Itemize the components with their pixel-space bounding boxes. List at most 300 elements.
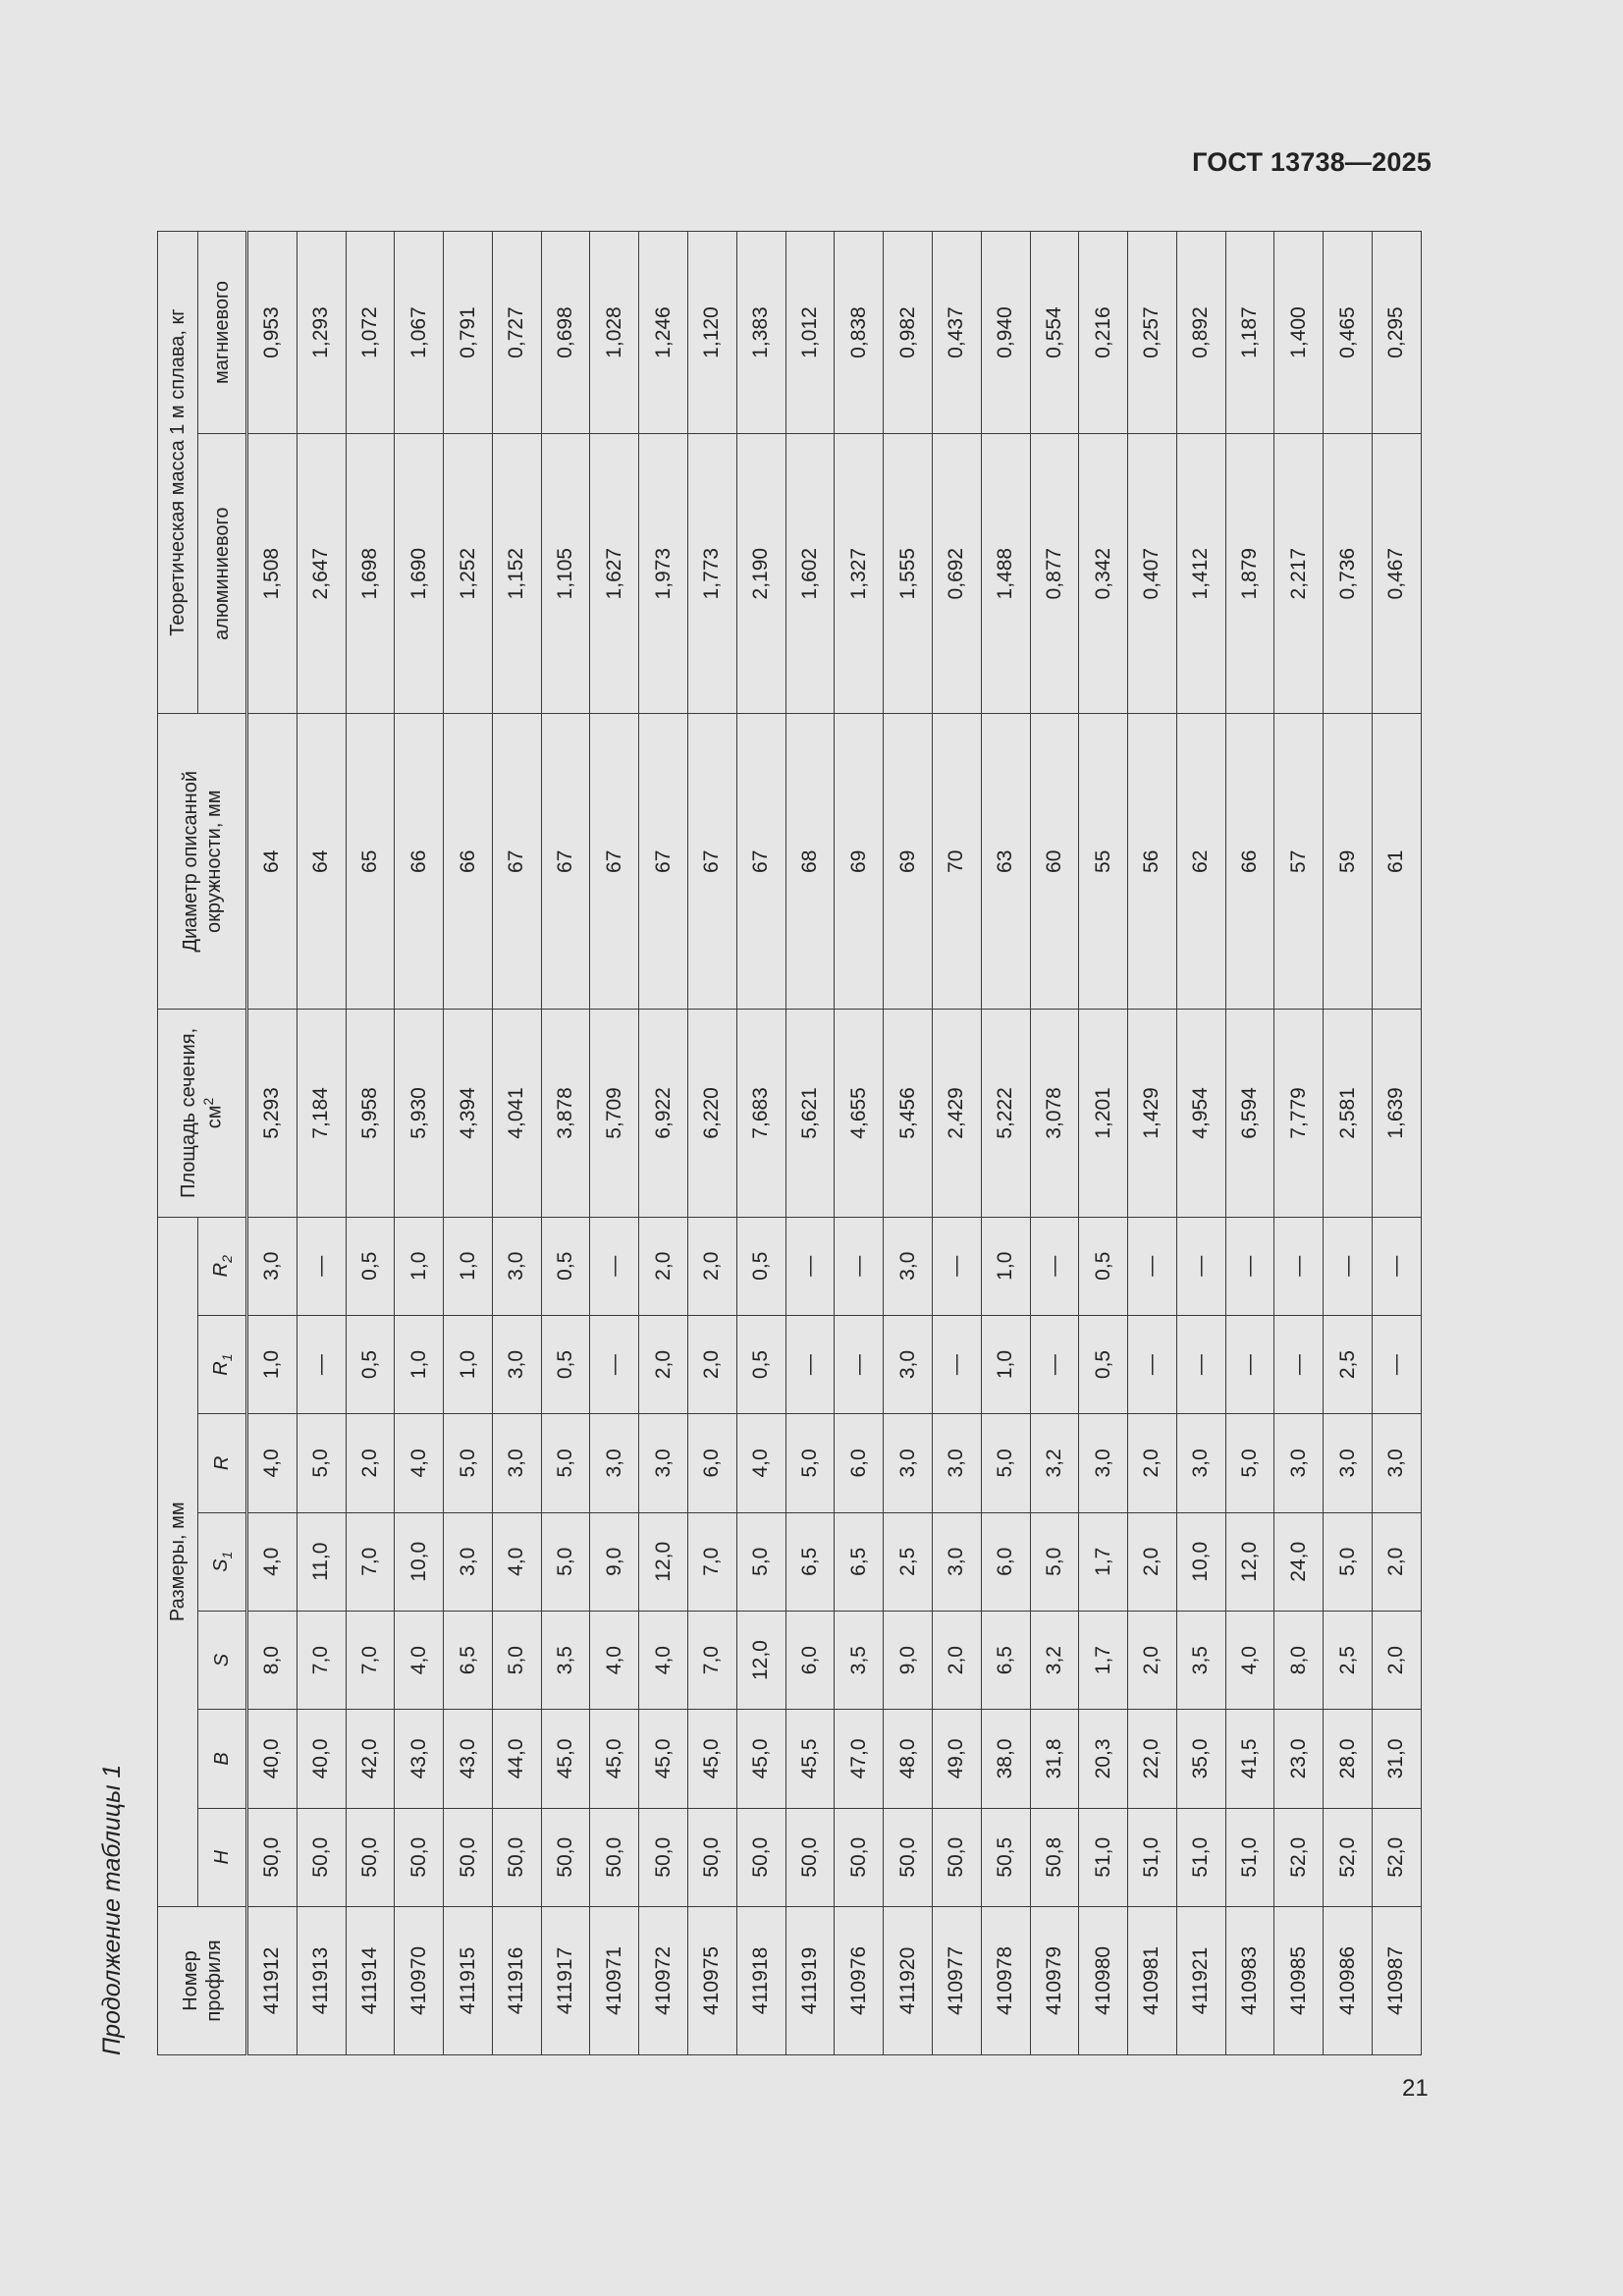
- cell-section-area: 2,581: [1324, 1010, 1373, 1217]
- cell-profile-number: 411919: [785, 1906, 835, 2054]
- cell-R1: 3,0: [492, 1315, 541, 1413]
- cell-R: 5,0: [1225, 1414, 1274, 1512]
- cell-H: 51,0: [1128, 1808, 1177, 1906]
- cell-H: 50,0: [785, 1808, 835, 1906]
- cell-R1: —: [835, 1315, 884, 1413]
- cell-section-area: 1,201: [1079, 1010, 1128, 1217]
- cell-R: 2,0: [346, 1414, 395, 1512]
- cell-mass-magnesium: 1,072: [346, 232, 395, 434]
- cell-B: 45,0: [590, 1710, 639, 1808]
- cell-mass-aluminium: 1,152: [492, 434, 541, 714]
- cell-B: 47,0: [835, 1710, 884, 1808]
- cell-S1: 3,0: [444, 1512, 493, 1611]
- cell-R2: 3,0: [492, 1217, 541, 1315]
- cell-H: 51,0: [1176, 1808, 1225, 1906]
- cell-R2: —: [1324, 1217, 1373, 1315]
- cell-S: 8,0: [247, 1611, 298, 1709]
- table-row: [884, 232, 933, 2055]
- cell-S: 4,0: [395, 1611, 444, 1709]
- cell-S1: 2,0: [1372, 1512, 1421, 1611]
- cell-R: 5,0: [785, 1414, 835, 1512]
- document-code: ГОСТ 13738—2025: [1192, 147, 1432, 177]
- cell-mass-aluminium: 1,879: [1225, 434, 1274, 714]
- cell-section-area: 4,394: [444, 1010, 493, 1217]
- cell-profile-number: 410972: [639, 1906, 688, 2054]
- cell-B: 41,5: [1225, 1710, 1274, 1808]
- cell-B: 43,0: [395, 1710, 444, 1808]
- header-S1-sub: 1: [218, 1551, 235, 1559]
- cell-S1: 10,0: [1176, 1512, 1225, 1611]
- cell-H: 52,0: [1372, 1808, 1421, 1906]
- header-B: B: [198, 1710, 247, 1808]
- cell-section-area: 5,709: [590, 1010, 639, 1217]
- cell-profile-number: 411921: [1176, 1906, 1225, 2054]
- cell-profile-number: 410971: [590, 1906, 639, 2054]
- cell-H: 52,0: [1324, 1808, 1373, 1906]
- cell-mass-aluminium: 1,252: [444, 434, 493, 714]
- cell-R2: 0,5: [346, 1217, 395, 1315]
- cell-B: 20,3: [1079, 1710, 1128, 1808]
- cell-S: 5,0: [492, 1611, 541, 1709]
- cell-R1: —: [1128, 1315, 1177, 1413]
- cell-R: 3,0: [932, 1414, 981, 1512]
- cell-R: 3,2: [1030, 1414, 1079, 1512]
- cell-mass-magnesium: 0,554: [1030, 232, 1079, 434]
- cell-profile-number: 410975: [688, 1906, 737, 2054]
- cell-mass-aluminium: 1,327: [835, 434, 884, 714]
- cell-section-area: 6,922: [639, 1010, 688, 1217]
- cell-profile-number: 410985: [1274, 1906, 1324, 2054]
- cell-mass-magnesium: 1,246: [639, 232, 688, 434]
- cell-H: 50,5: [981, 1808, 1030, 1906]
- table-row: [1176, 232, 1225, 2055]
- cell-R: 5,0: [981, 1414, 1030, 1512]
- cell-circumscribed-diameter: 57: [1274, 714, 1324, 1010]
- table-row: [835, 232, 884, 2055]
- table-row: [1079, 232, 1128, 2055]
- cell-S1: 4,0: [492, 1512, 541, 1611]
- table-caption: Продолжение таблицы 1: [98, 1764, 126, 2055]
- cell-B: 22,0: [1128, 1710, 1177, 1808]
- cell-R1: 1,0: [247, 1315, 298, 1413]
- cell-mass-magnesium: 0,437: [932, 232, 981, 434]
- cell-H: 51,0: [1079, 1808, 1128, 1906]
- cell-section-area: 6,220: [688, 1010, 737, 1217]
- table-row: [346, 232, 395, 2055]
- cell-B: 40,0: [247, 1710, 298, 1808]
- cell-H: 50,0: [247, 1808, 298, 1906]
- cell-mass-magnesium: 1,187: [1225, 232, 1274, 434]
- cell-mass-magnesium: 1,383: [736, 232, 785, 434]
- header-R1-sub: 1: [218, 1353, 235, 1362]
- cell-H: 50,8: [1030, 1808, 1079, 1906]
- cell-profile-number: 411912: [247, 1906, 298, 2054]
- cell-B: 31,0: [1372, 1710, 1421, 1808]
- cell-profile-number: 411920: [884, 1906, 933, 2054]
- cell-R: 3,0: [1079, 1414, 1128, 1512]
- cell-mass-aluminium: 1,105: [541, 434, 590, 714]
- cell-section-area: 1,429: [1128, 1010, 1177, 1217]
- header-section-area-text: Площадь сечения, см: [178, 1027, 226, 1199]
- cell-H: 50,0: [932, 1808, 981, 1906]
- cell-B: 45,0: [541, 1710, 590, 1808]
- cell-R2: 1,0: [444, 1217, 493, 1315]
- cell-R1: 2,0: [688, 1315, 737, 1413]
- cell-S1: 5,0: [1030, 1512, 1079, 1611]
- cell-R: 6,0: [835, 1414, 884, 1512]
- cell-circumscribed-diameter: 66: [444, 714, 493, 1010]
- header-H: H: [198, 1808, 247, 1906]
- cell-mass-aluminium: 0,407: [1128, 434, 1177, 714]
- cell-S1: 10,0: [395, 1512, 444, 1611]
- cell-section-area: 6,594: [1225, 1010, 1274, 1217]
- cell-S1: 11,0: [297, 1512, 346, 1611]
- cell-R: 3,0: [590, 1414, 639, 1512]
- cell-mass-aluminium: 1,412: [1176, 434, 1225, 714]
- cell-H: 50,0: [736, 1808, 785, 1906]
- cell-mass-magnesium: 1,012: [785, 232, 835, 434]
- cell-S: 4,0: [1225, 1611, 1274, 1709]
- cell-section-area: 5,621: [785, 1010, 835, 1217]
- table-container: [157, 231, 1422, 2055]
- cell-circumscribed-diameter: 67: [736, 714, 785, 1010]
- header-S1: [198, 1512, 247, 1611]
- table-row: [736, 232, 785, 2055]
- cell-mass-aluminium: 1,690: [395, 434, 444, 714]
- cell-S1: 12,0: [1225, 1512, 1274, 1611]
- cell-circumscribed-diameter: 66: [395, 714, 444, 1010]
- cell-mass-aluminium: 1,508: [247, 434, 298, 714]
- header-profile-number: Номер профиля: [158, 1906, 247, 2054]
- cell-section-area: 3,878: [541, 1010, 590, 1217]
- cell-circumscribed-diameter: 70: [932, 714, 981, 1010]
- cell-section-area: 7,184: [297, 1010, 346, 1217]
- cell-S: 4,0: [590, 1611, 639, 1709]
- cell-circumscribed-diameter: 67: [541, 714, 590, 1010]
- cell-section-area: 4,655: [835, 1010, 884, 1217]
- cell-mass-aluminium: 0,692: [932, 434, 981, 714]
- cell-profile-number: 411914: [346, 1906, 395, 2054]
- cell-S1: 3,0: [932, 1512, 981, 1611]
- cell-S1: 12,0: [639, 1512, 688, 1611]
- profiles-table: [157, 231, 1422, 2055]
- cell-circumscribed-diameter: 59: [1324, 714, 1373, 1010]
- cell-mass-magnesium: 1,120: [688, 232, 737, 434]
- cell-S: 3,2: [1030, 1611, 1079, 1709]
- cell-R: 3,0: [1274, 1414, 1324, 1512]
- cell-R2: 3,0: [884, 1217, 933, 1315]
- header-R2-sub: 2: [218, 1255, 235, 1263]
- cell-S: 2,5: [1324, 1611, 1373, 1709]
- table-row: [444, 232, 493, 2055]
- cell-profile-number: 411917: [541, 1906, 590, 2054]
- table-row: [981, 232, 1030, 2055]
- cell-mass-aluminium: 1,555: [884, 434, 933, 714]
- cell-profile-number: 411915: [444, 1906, 493, 2054]
- cell-R2: —: [1274, 1217, 1324, 1315]
- table-row: [395, 232, 444, 2055]
- cell-R2: 0,5: [541, 1217, 590, 1315]
- cell-profile-number: 410983: [1225, 1906, 1274, 2054]
- cell-circumscribed-diameter: 56: [1128, 714, 1177, 1010]
- cell-R: 3,0: [1176, 1414, 1225, 1512]
- cell-circumscribed-diameter: 69: [884, 714, 933, 1010]
- cell-section-area: 5,456: [884, 1010, 933, 1217]
- cell-circumscribed-diameter: 60: [1030, 714, 1079, 1010]
- cell-profile-number: 410970: [395, 1906, 444, 2054]
- table-row: [1128, 232, 1177, 2055]
- table-row: [1030, 232, 1079, 2055]
- cell-mass-magnesium: 0,982: [884, 232, 933, 434]
- cell-B: 28,0: [1324, 1710, 1373, 1808]
- cell-H: 50,0: [590, 1808, 639, 1906]
- header-R1-letter: R: [209, 1361, 232, 1376]
- cell-mass-magnesium: 1,293: [297, 232, 346, 434]
- cell-R2: 0,5: [736, 1217, 785, 1315]
- cell-R: 5,0: [297, 1414, 346, 1512]
- header-circumscribed-diameter: Диаметр описанной окружности, мм: [158, 714, 247, 1010]
- cell-S1: 24,0: [1274, 1512, 1324, 1611]
- cell-mass-magnesium: 1,067: [395, 232, 444, 434]
- table-row: [590, 232, 639, 2055]
- cell-H: 50,0: [639, 1808, 688, 1906]
- cell-H: 50,0: [444, 1808, 493, 1906]
- cell-profile-number: 410987: [1372, 1906, 1421, 2054]
- header-S1-letter: S: [209, 1558, 232, 1572]
- cell-R2: —: [1225, 1217, 1274, 1315]
- header-R1: [198, 1315, 247, 1413]
- cell-S: 1,7: [1079, 1611, 1128, 1709]
- header-dimensions: Размеры, мм: [158, 1217, 198, 1906]
- cell-circumscribed-diameter: 69: [835, 714, 884, 1010]
- cell-section-area: 5,293: [247, 1010, 298, 1217]
- cell-profile-number: 410981: [1128, 1906, 1177, 2054]
- cell-B: 45,5: [785, 1710, 835, 1808]
- cell-R2: —: [1372, 1217, 1421, 1315]
- cell-B: 43,0: [444, 1710, 493, 1808]
- cell-S1: 2,5: [884, 1512, 933, 1611]
- cell-mass-magnesium: 0,216: [1079, 232, 1128, 434]
- cell-R2: 2,0: [688, 1217, 737, 1315]
- cell-profile-number: 411918: [736, 1906, 785, 2054]
- cell-profile-number: 410979: [1030, 1906, 1079, 2054]
- cell-R1: 0,5: [346, 1315, 395, 1413]
- cell-R1: —: [297, 1315, 346, 1413]
- cell-R1: —: [590, 1315, 639, 1413]
- cell-S1: 5,0: [1324, 1512, 1373, 1611]
- cell-R: 6,0: [688, 1414, 737, 1512]
- cell-R2: —: [297, 1217, 346, 1315]
- cell-S: 6,0: [785, 1611, 835, 1709]
- cell-S: 3,5: [1176, 1611, 1225, 1709]
- table-body: [247, 232, 1422, 2055]
- cell-B: 49,0: [932, 1710, 981, 1808]
- cell-circumscribed-diameter: 68: [785, 714, 835, 1010]
- cell-S1: 6,5: [785, 1512, 835, 1611]
- cell-R: 3,0: [639, 1414, 688, 1512]
- cell-section-area: 3,078: [1030, 1010, 1079, 1217]
- cell-B: 45,0: [688, 1710, 737, 1808]
- header-section-area: [158, 1010, 247, 1217]
- cell-circumscribed-diameter: 65: [346, 714, 395, 1010]
- cell-R2: —: [785, 1217, 835, 1315]
- table-row: [247, 232, 298, 2055]
- cell-circumscribed-diameter: 63: [981, 714, 1030, 1010]
- cell-circumscribed-diameter: 64: [297, 714, 346, 1010]
- cell-R1: —: [1225, 1315, 1274, 1413]
- cell-mass-aluminium: 1,488: [981, 434, 1030, 714]
- cell-S1: 1,7: [1079, 1512, 1128, 1611]
- cell-R: 5,0: [541, 1414, 590, 1512]
- cell-circumscribed-diameter: 67: [492, 714, 541, 1010]
- cell-H: 50,0: [835, 1808, 884, 1906]
- cell-section-area: 5,222: [981, 1010, 1030, 1217]
- cell-B: 45,0: [639, 1710, 688, 1808]
- cell-S1: 5,0: [736, 1512, 785, 1611]
- cell-S1: 5,0: [541, 1512, 590, 1611]
- cell-R1: 2,5: [1324, 1315, 1373, 1413]
- cell-S1: 4,0: [247, 1512, 298, 1611]
- cell-R2: 2,0: [639, 1217, 688, 1315]
- cell-H: 50,0: [492, 1808, 541, 1906]
- cell-R1: 0,5: [541, 1315, 590, 1413]
- cell-B: 38,0: [981, 1710, 1030, 1808]
- cell-R: 4,0: [736, 1414, 785, 1512]
- cell-S1: 7,0: [346, 1512, 395, 1611]
- table-row: [1225, 232, 1274, 2055]
- cell-B: 48,0: [884, 1710, 933, 1808]
- cell-S: 7,0: [346, 1611, 395, 1709]
- header-R2: [198, 1217, 247, 1315]
- cell-S: 2,0: [1128, 1611, 1177, 1709]
- cell-mass-aluminium: 2,217: [1274, 434, 1324, 714]
- cell-profile-number: 410986: [1324, 1906, 1373, 2054]
- cell-circumscribed-diameter: 64: [247, 714, 298, 1010]
- cell-H: 52,0: [1274, 1808, 1324, 1906]
- cell-R1: 1,0: [981, 1315, 1030, 1413]
- cell-R: 3,0: [492, 1414, 541, 1512]
- cell-R2: —: [835, 1217, 884, 1315]
- cell-H: 50,0: [297, 1808, 346, 1906]
- cell-S: 12,0: [736, 1611, 785, 1709]
- cell-R1: 1,0: [395, 1315, 444, 1413]
- header-theoretical-mass: Теоретическая масса 1 м сплава, кг: [158, 232, 198, 714]
- cell-S: 8,0: [1274, 1611, 1324, 1709]
- cell-section-area: 7,683: [736, 1010, 785, 1217]
- cell-S: 7,0: [688, 1611, 737, 1709]
- cell-S1: 6,5: [835, 1512, 884, 1611]
- cell-S1: 6,0: [981, 1512, 1030, 1611]
- cell-R2: —: [1030, 1217, 1079, 1315]
- cell-mass-magnesium: 1,028: [590, 232, 639, 434]
- cell-mass-magnesium: 0,892: [1176, 232, 1225, 434]
- cell-R1: —: [1372, 1315, 1421, 1413]
- cell-B: 35,0: [1176, 1710, 1225, 1808]
- cell-S: 2,0: [1372, 1611, 1421, 1709]
- cell-mass-aluminium: 2,647: [297, 434, 346, 714]
- cell-R2: 1,0: [395, 1217, 444, 1315]
- cell-S: 3,5: [835, 1611, 884, 1709]
- cell-profile-number: 410976: [835, 1906, 884, 2054]
- cell-R1: —: [932, 1315, 981, 1413]
- table-row: [688, 232, 737, 2055]
- cell-R: 5,0: [444, 1414, 493, 1512]
- cell-H: 51,0: [1225, 1808, 1274, 1906]
- cell-circumscribed-diameter: 67: [639, 714, 688, 1010]
- cell-mass-aluminium: 0,342: [1079, 434, 1128, 714]
- cell-S: 2,0: [932, 1611, 981, 1709]
- cell-R1: 1,0: [444, 1315, 493, 1413]
- cell-mass-aluminium: 1,627: [590, 434, 639, 714]
- cell-S1: 7,0: [688, 1512, 737, 1611]
- cell-S: 4,0: [639, 1611, 688, 1709]
- cell-B: 40,0: [297, 1710, 346, 1808]
- cell-section-area: 1,639: [1372, 1010, 1421, 1217]
- table-row: [1274, 232, 1324, 2055]
- cell-section-area: 4,041: [492, 1010, 541, 1217]
- cell-mass-aluminium: 1,973: [639, 434, 688, 714]
- cell-circumscribed-diameter: 66: [1225, 714, 1274, 1010]
- cell-mass-magnesium: 0,953: [247, 232, 298, 434]
- cell-H: 50,0: [688, 1808, 737, 1906]
- cell-mass-aluminium: 0,467: [1372, 434, 1421, 714]
- cell-section-area: 2,429: [932, 1010, 981, 1217]
- cell-R1: 3,0: [884, 1315, 933, 1413]
- cell-section-area: 5,958: [346, 1010, 395, 1217]
- table-row: [1324, 232, 1373, 2055]
- cell-R1: 0,5: [736, 1315, 785, 1413]
- cell-S1: 9,0: [590, 1512, 639, 1611]
- cell-mass-aluminium: 2,190: [736, 434, 785, 714]
- cell-mass-magnesium: 0,257: [1128, 232, 1177, 434]
- header-aluminium: алюминиевого: [198, 434, 247, 714]
- cell-B: 31,8: [1030, 1710, 1079, 1808]
- cell-R2: —: [1176, 1217, 1225, 1315]
- cell-S: 7,0: [297, 1611, 346, 1709]
- table-row: [541, 232, 590, 2055]
- cell-circumscribed-diameter: 61: [1372, 714, 1421, 1010]
- cell-mass-magnesium: 0,465: [1324, 232, 1373, 434]
- cell-S: 6,5: [444, 1611, 493, 1709]
- cell-R: 3,0: [1372, 1414, 1421, 1512]
- cell-H: 50,0: [884, 1808, 933, 1906]
- cell-R1: 2,0: [639, 1315, 688, 1413]
- cell-R: 4,0: [395, 1414, 444, 1512]
- cell-circumscribed-diameter: 67: [590, 714, 639, 1010]
- cell-H: 50,0: [541, 1808, 590, 1906]
- cell-mass-aluminium: 0,877: [1030, 434, 1079, 714]
- cell-profile-number: 410980: [1079, 1906, 1128, 2054]
- cell-section-area: 5,930: [395, 1010, 444, 1217]
- cell-mass-aluminium: 0,736: [1324, 434, 1373, 714]
- header-R2-letter: R: [209, 1262, 232, 1278]
- cell-mass-aluminium: 1,773: [688, 434, 737, 714]
- table-row: [492, 232, 541, 2055]
- page-number: 21: [1402, 2075, 1429, 2102]
- table-row: [297, 232, 346, 2055]
- cell-R2: —: [590, 1217, 639, 1315]
- cell-S: 6,5: [981, 1611, 1030, 1709]
- cell-R1: —: [1176, 1315, 1225, 1413]
- cell-mass-magnesium: 0,791: [444, 232, 493, 434]
- cell-S: 9,0: [884, 1611, 933, 1709]
- cell-mass-magnesium: 0,838: [835, 232, 884, 434]
- cell-R: 2,0: [1128, 1414, 1177, 1512]
- header-S: S: [198, 1611, 247, 1709]
- cell-circumscribed-diameter: 67: [688, 714, 737, 1010]
- cell-mass-magnesium: 0,698: [541, 232, 590, 434]
- cell-S: 3,5: [541, 1611, 590, 1709]
